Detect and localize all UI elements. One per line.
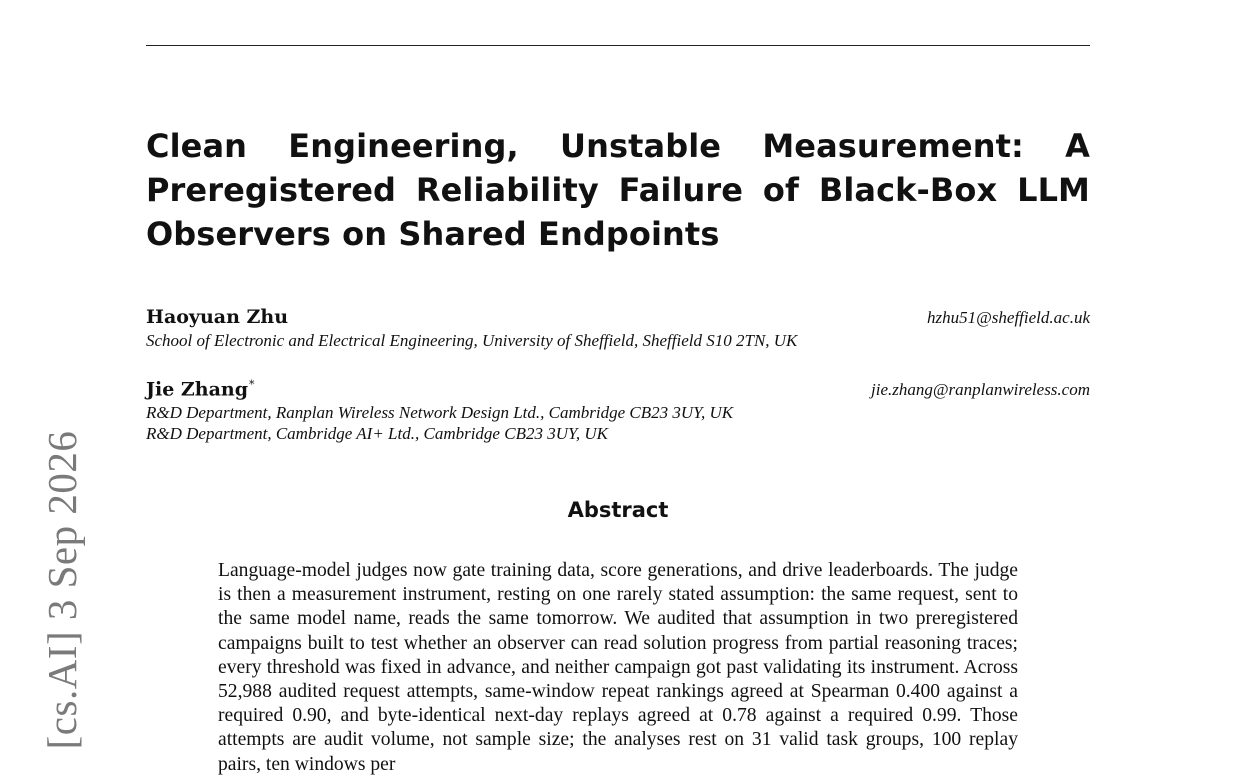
- top-rule: [146, 45, 1090, 46]
- author-name: [146, 373, 255, 401]
- abstract-text: Language-model judges now gate training data, score generations, and drive leaderboards. The judge is then a measurement instrument, resting on one rarely stated assumption: the same request, sent to the same model name, reads the same tomorrow. We audited that assumption in two preregistered campaigns built to test whether an observer can read solution progress from partial reasoning traces; every threshold was fixed in advance, and neither campaign got past validating its instrument. Across 52,988 audited request attempts, same-window repeat rankings agreed at Spearman 0.400 against a required 0.90, and byte-identical next-day replays agreed at 0.78 against a required 0.99. Those attempts are audit volume, not sample size; the analyses rest on 31 valid task groups, 100 replay pairs, ten windows per: [218, 560, 1018, 775]
- author-affiliation: R&D Department, Ranplan Wireless Network Design Ltd., Cambridge CB23 3UY, UK: [146, 403, 734, 423]
- author-block-1: [146, 305, 1090, 351]
- author-block-2: [146, 373, 1090, 444]
- author-row: [146, 305, 1090, 330]
- author-email[interactable]: hzhu51@sheffield.ac.uk: [927, 308, 1090, 327]
- author-name: [146, 305, 288, 329]
- corresponding-author-marker: *: [249, 378, 255, 391]
- author-affiliation: R&D Department, Cambridge AI+ Ltd., Cambridge CB23 3UY, UK: [146, 424, 608, 444]
- author-row: [146, 373, 1090, 402]
- author-affiliation: School of Electronic and Electrical Engineering, University of Sheffield, Sheffield S10 2TN, UK: [146, 331, 798, 350]
- paper-title: Clean Engineering, Unstable Measurement: A Preregistered Reliability Failure of Black-Box LLM Observers on Shared Endpoints: [146, 127, 1090, 253]
- arxiv-stamp: [cs.AI] 3 Sep 2026: [39, 430, 85, 750]
- author-name-text: Haoyuan Zhu: [146, 306, 289, 328]
- abstract-heading: Abstract: [567, 498, 669, 522]
- author-name-text: Jie Zhang: [146, 378, 249, 401]
- author-email[interactable]: jie.zhang@ranplanwireless.com: [871, 380, 1090, 400]
